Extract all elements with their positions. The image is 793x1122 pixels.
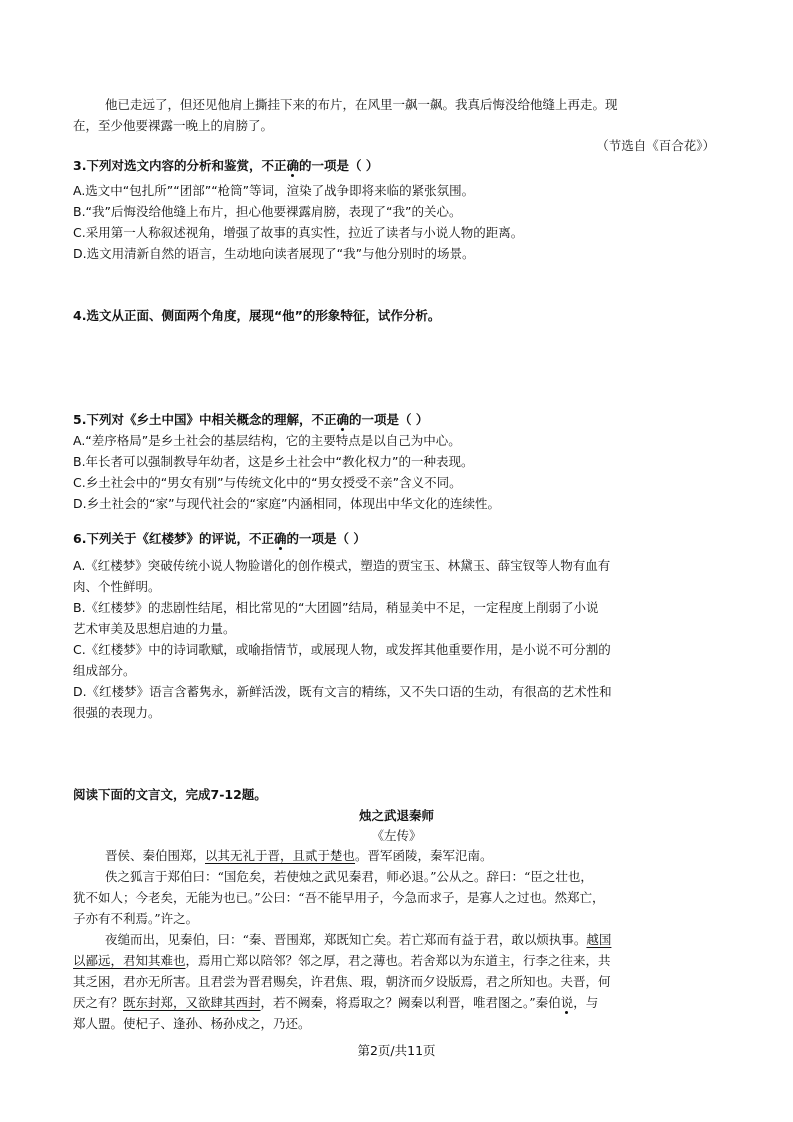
- classical-paragraph-2: 佚之狐言于郑伯曰：“国危矣，若使烛之武见秦君，师必退。”公从之。辞曰：“臣之壮也，: [105, 869, 593, 884]
- classical-source: 《左传》: [371, 828, 422, 843]
- classical-paragraph-3-cont: 其乏困，君亦无所害。且君尝为晋君赐矣，许君焦、瑕，朝济而夕设版焉，君之所知也。夫晋，何: [73, 974, 611, 989]
- question-3-stem: 3.下列对选文内容的分析和鉴赏，不正确的一项是（ ）: [73, 158, 379, 173]
- passage-line: 他已走远了，但还见他肩上撕挂下来的布片，在风里一飙一飙。我真后悔没给他缝上再走。现: [105, 97, 618, 112]
- passage-line: 在，至少他要裸露一晚上的肩膀了。: [73, 118, 274, 133]
- underlined-phrase: 以鄙远，君知其难也: [73, 953, 186, 968]
- question-6-stem: 6.下列关于《红楼梦》的评说，不正确的一项是（ ）: [73, 531, 366, 546]
- question-4-stem: 4.选文从正面、侧面两个角度，展现“他”的形象特征，试作分析。: [73, 308, 441, 323]
- classical-paragraph-3: 夜缒而出，见秦伯，曰：“秦、晋围郑，郑既知亡矣。若亡郑而有益于君，敢以烦执事。越国: [105, 932, 612, 947]
- question-5-option-b: B.年长者可以强制教导年幼者，这是乡土社会中“教化权力”的一种表现。: [73, 454, 474, 469]
- question-5-option-a: A.“差序格局”是乡土社会的基层结构，它的主要特点是以自己为中心。: [73, 433, 461, 448]
- classical-paragraph-3-cont: 厌之有？既东封郑，又欲肆其西封，若不阙秦，将焉取之？阙秦以利晋，唯君图之。”秦伯说，与: [73, 995, 599, 1010]
- underlined-phrase: 既东封郑，又欲肆其西封: [123, 995, 261, 1010]
- question-5-stem: 5.下列对《乡土中国》中相关概念的理解，不正确的一项是（ ）: [73, 412, 429, 427]
- question-5-option-c: C.乡土社会中的“男女有别”与传统文化中的“男女授受不亲”含义不同。: [73, 475, 462, 490]
- classical-paragraph-3-cont: 以鄙远，君知其难也，焉用亡郑以陪邻？邻之厚，君之薄也。若舍郑以为东道主，行李之往来，共: [73, 953, 611, 968]
- question-6-option-d-cont: 很强的表现力。: [73, 705, 161, 720]
- question-6-option-c-cont: 组成部分。: [73, 663, 136, 678]
- question-3-option-a: A.选文中“包扎所”“团部”“枪筒”等词，渲染了战争即将来临的紧张氛围。: [73, 183, 475, 198]
- question-6-option-a: A.《红楼梦》突破传统小说人物脸谱化的创作模式，塑造的贾宝玉、林黛玉、薛宝钗等人物有血有: [73, 558, 611, 573]
- question-5-option-d: D.乡土社会的“家”与现代社会的“家庭”内涵相同，体现出中华文化的连续性。: [73, 496, 501, 511]
- question-6-option-d: D.《红楼梦》语言含蓄隽永，新鲜活泼，既有文言的精练，又不失口语的生动，有很高的艺术性和: [73, 684, 612, 699]
- question-6-option-b-cont: 艺术审美及思想启迪的力量。: [73, 621, 236, 636]
- classical-paragraph-2-cont: 犹不如人；今老矣，无能为也已。”公曰：“吾不能早用子，今急而求子，是寡人之过也。然郑亡，: [73, 890, 605, 905]
- classical-paragraph-1: 晋侯、秦伯围郑，以其无礼于晋，且贰于楚也。晋军函陵，秦军氾南。: [105, 848, 493, 863]
- page-number: 第2页/共11页: [357, 1043, 436, 1058]
- passage-source: （节选自《百合花》）: [596, 138, 715, 153]
- classical-paragraph-2-cont: 子亦有不利焉。”许之。: [73, 911, 199, 926]
- question-3-option-b: B.“我”后悔没给他缝上布片，担心他要裸露肩膀，表现了“我”的关心。: [73, 204, 462, 219]
- section-instruction: 阅读下面的文言文，完成7-12题。: [73, 787, 267, 802]
- question-3-option-d: D.选文用清新自然的语言，生动地向读者展现了“我”与他分别时的场景。: [73, 246, 475, 261]
- classical-paragraph-3-cont: 郑人盟。使杞子、逢孙、杨孙戍之，乃还。: [73, 1016, 311, 1031]
- underlined-phrase: 越国: [586, 932, 612, 947]
- question-3-option-c: C.采用第一人称叙述视角，增强了故事的真实性，拉近了读者与小说人物的距离。: [73, 225, 524, 240]
- question-6-option-b: B.《红楼梦》的悲剧性结尾，相比常见的“大团圆”结局，稍显美中不足，一定程度上削弱了小说: [73, 600, 599, 615]
- underlined-phrase: 以其无礼于晋，且贰于楚也: [205, 848, 356, 863]
- classical-title: 烛之武退秦师: [358, 808, 434, 823]
- question-6-option-c: C.《红楼梦》中的诗词歌赋，或喻指情节，或展现人物，或发挥其他重要作用，是小说不可分割的: [73, 642, 611, 657]
- question-6-option-a-cont: 肉、个性鲜明。: [73, 579, 161, 594]
